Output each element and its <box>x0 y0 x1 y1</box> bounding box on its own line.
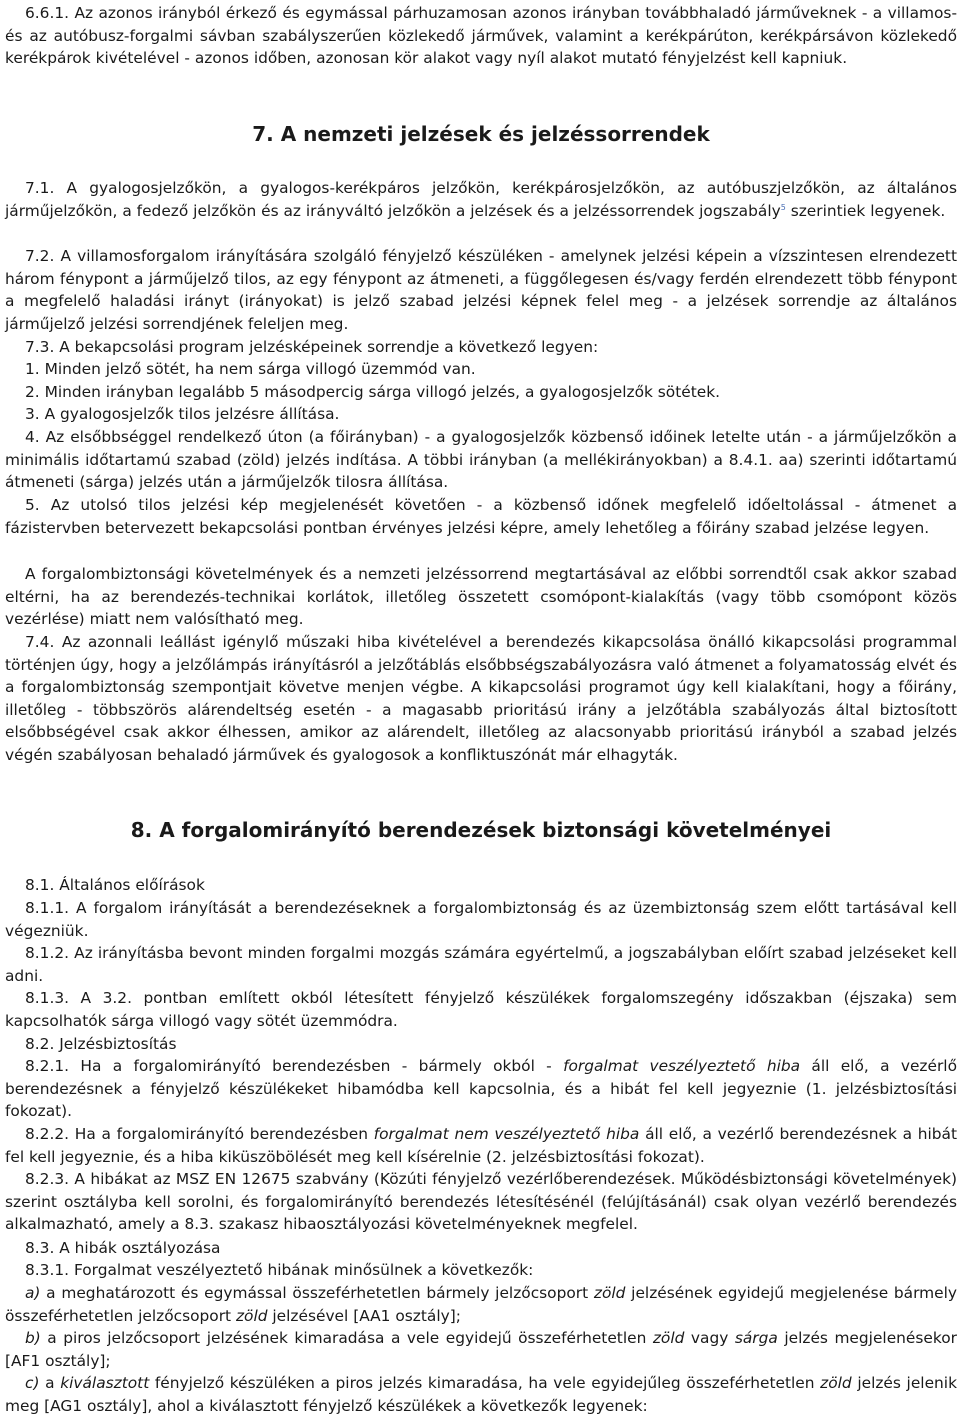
paragraph-8-2-1-text: 8.2.1. Ha a forgalomirányító berendezésben - bármely okból - <box>25 1057 564 1075</box>
item-label-c: c) <box>25 1374 40 1392</box>
item-b-italic-2: sárga <box>734 1329 778 1347</box>
item-a-text-2: jelzésének egyidejű megjelenése bármely összeférhetetlen jelzőcsoport <box>5 1284 957 1325</box>
paragraph-8-2-2 <box>5 1123 957 1168</box>
paragraph-7-1 <box>5 177 957 222</box>
item-a-text-3: jelzésével [AA1 osztály]; <box>267 1306 461 1325</box>
paragraph-8-1-2: 8.1.2. Az irányításba bevont minden forgalmi mozgás számára egyértelmű, a jogszabályban előírt szabad jelzéseket kell adni. <box>5 944 957 985</box>
footnote-link[interactable]: 5 <box>780 202 786 212</box>
paragraph-8-1-1: 8.1.1. A forgalom irányítását a berendezéseknek a forgalombiztonság és az üzembiztonság szem előtt tartásával kell végezniük. <box>5 899 957 940</box>
list-item-8-3-1-c <box>5 1372 957 1417</box>
paragraph-8-2-1-italic: forgalmat veszélyeztető hiba <box>563 1057 801 1075</box>
paragraph-8-2-2-text: 8.2.2. Ha a forgalomirányító berendezésben <box>25 1125 374 1143</box>
paragraph-8-3-1: 8.3.1. Forgalmat veszélyeztető hibának minősülnek a következők: <box>25 1261 534 1279</box>
list-item-8-3-1-b <box>5 1327 957 1372</box>
list-item-7-3-1: 1. Minden jelző sötét, ha nem sárga villogó üzemmód van. <box>25 360 476 378</box>
item-b-text-2: vagy <box>684 1329 735 1347</box>
paragraph-8-2-1 <box>5 1055 957 1123</box>
paragraph-8-2-1-text-end: áll elő, a vezérlő berendezésnek a fényjelző készülékeket hibamódba kell kapcsolnia, és a hibát fel kell jegyeznie (1. jelzésbiztosítási fokozat). <box>5 1057 957 1121</box>
section-heading-8: 8. A forgalomirányító berendezések biztonsági követelményei <box>130 818 832 842</box>
paragraph-7-4: 7.4. Az azonnali leállást igénylő műszaki hiba kivételével a berendezés kikapcsolása önálló kikapcsolási programmal történjen úgy, hogy a jelzőlámpás irányításról a jelzőtáblás elsőbbségszabályozásra való átmenet a folyamatosság elvét és a forgalombiztonság szempontjait követve menjen végbe. A kikapcsolási programot úgy kell kialakítani, hogy a főirány, illetőleg - többszörös alárendeltség esetén - a magasabb prioritású irány a jelzőtábla szabályozás által biztosított elsőbbségével csak akkor élhessen, amikor az alárendelt, illetőleg az alacsonyabb prioritású irányból a szabad jelzés végén szabályosan behaladó járművek és gyalogosok a konfliktuszónát már elhagyták. <box>5 633 957 764</box>
paragraph-7-3-note: A forgalombiztonsági követelmények és a nemzeti jelzéssorrend megtartásával az előbbi sorrendtől csak akkor szabad eltérni, ha az berendezés-technikai korlátok, illetőleg összetett csomópont-kialakítás (vagy több csomópont közös vezérlése) miatt nem valósítható meg. <box>5 565 957 629</box>
item-label-a: a) <box>25 1284 41 1302</box>
list-item-7-3-3: 3. A gyalogosjelzők tilos jelzésre állítása. <box>25 405 340 423</box>
item-a-text-1: a meghatározott és egymással összeférhetetlen bármely jelzőcsoport <box>40 1284 594 1302</box>
item-b-text-1: a piros jelzőcsoport jelzésének kimaradása a vele egyidejű összeférhetetlen <box>40 1329 653 1347</box>
paragraph-8-2-3: 8.2.3. A hibákat az MSZ EN 12675 szabvány (Közúti fényjelző vezérlőberendezések. Működésbiztonsági követelmények) szerint osztályba kell sorolni, és forgalomirányító berendezés létesítésénél (felújításánál) csak olyan vezérlő berendezés alkalmazható, amely a 8.3. szakasz hibaosztályozási követelményeknek megfelel. <box>5 1170 957 1234</box>
item-a-italic-1: zöld <box>593 1284 626 1302</box>
paragraph-6-6-1: 6.6.1. Az azonos irányból érkező és egymással párhuzamosan azonos irányban továbbhaladó járműveknek - a villamos- és az autóbusz-forgalmi sávban szabályszerűen közlekedő járművek, valamint a kerékpárúton, kerékpársávon közlekedő kerékpárok kivételével - azonos időben, azonosan kör alakot vagy nyíl alakot mutató fényjelzést kell kapniuk. <box>5 4 957 68</box>
item-c-text-3: jelzés jelenik meg [AG1 osztály], ahol a kiválasztott fényjelző készülékek a következők legyenek: <box>5 1374 957 1415</box>
paragraph-8-2-2-text-end: áll elő, a vezérlő berendezésnek a hibát fel kell jegyeznie, és a hiba kiküszöbölését meg kell kísérelnie (2. jelzésbiztosítási fokozat). <box>5 1125 957 1166</box>
list-item-7-3-2: 2. Minden irányban legalább 5 másodpercig sárga villogó jelzés, a gyalogosjelzők sötétek. <box>25 383 721 401</box>
list-item-7-3-5: 5. Az utolsó tilos jelzési kép megjelenését követően - a közbenső időnek megfelelő időeltolással - átmenet a fázistervben betervezett bekapcsolási pontban érvényes jelzési képre, amely lehetőleg a főirány szabad jelzése legyen. <box>5 496 957 537</box>
list-item-7-3-4: 4. Az elsőbbséggel rendelkező úton (a főirányban) - a gyalogosjelzők közbenső időinek letelte után - a járműjelzőkön a minimális időtartamú szabad (zöld) jelzés indítása. A többi irányban (a mellékirányokban) a 8.4.1. aa) szerinti időtartamú átmeneti (sárga) jelzés után a járműjelzők tilosra állítása. <box>5 428 957 492</box>
paragraph-8-1: 8.1. Általános előírások <box>25 876 205 894</box>
item-b-italic-1: zöld <box>652 1329 685 1347</box>
paragraph-7-3: 7.3. A bekapcsolási program jelzésképeinek sorrendje a következő legyen: <box>25 338 599 356</box>
paragraph-7-1-text: 7.1. A gyalogosjelzőkön, a gyalogos-kerékpáros jelzőkön, kerékpárosjelzőkön, az autóbuszjelzőkön, az általános járműjelzőkön, a fedező jelzőkön és az irányváltó jelzőkön a jelzések és a jelzéssorrendek jogszabály <box>5 179 957 220</box>
item-b-text-3: jelzés megjelenésekor [AF1 osztály]; <box>5 1329 957 1370</box>
item-label-b: b) <box>25 1329 41 1347</box>
section-heading-7: 7. A nemzeti jelzések és jelzéssorrendek <box>252 122 710 146</box>
item-c-italic-2: zöld <box>820 1374 852 1392</box>
item-c-italic-1: kiválasztott <box>60 1374 150 1392</box>
item-c-text-1: a <box>39 1374 61 1392</box>
item-a-italic-2: zöld <box>235 1306 268 1325</box>
item-c-text-2: fényjelző készüléken a piros jelzés kimaradása, ha vele egyidejűleg összeférhetetlen <box>149 1374 821 1392</box>
list-item-8-3-1-a <box>5 1282 957 1327</box>
paragraph-7-1-text-end: szerintiek legyenek. <box>785 201 946 220</box>
paragraph-8-3: 8.3. A hibák osztályozása <box>25 1239 221 1257</box>
paragraph-7-2: 7.2. A villamosforgalom irányítására szolgáló fényjelző készüléken - amelynek jelzési képein a vízszintesen elrendezett három fénypont a járműjelző tilos, az egy fénypont az átmeneti, a függőlegesen és/vagy ferdén elrendezett több fénypont a megfelelő haladási irányt (irányokat) is jelző szabad jelzési képnek felel meg - a jelzések sorrendje az általános járműjelző jelzési sorrendjének feleljen meg. <box>5 247 957 333</box>
paragraph-8-2-2-italic: forgalmat nem veszélyeztető hiba <box>373 1125 640 1143</box>
paragraph-8-1-3: 8.1.3. A 3.2. pontban említett okból létesített fényjelző készülékek forgalomszegény időszakban (éjszaka) sem kapcsolhatók sárga villogó vagy sötét üzemmódra. <box>5 989 957 1030</box>
paragraph-8-2: 8.2. Jelzésbiztosítás <box>25 1035 177 1053</box>
